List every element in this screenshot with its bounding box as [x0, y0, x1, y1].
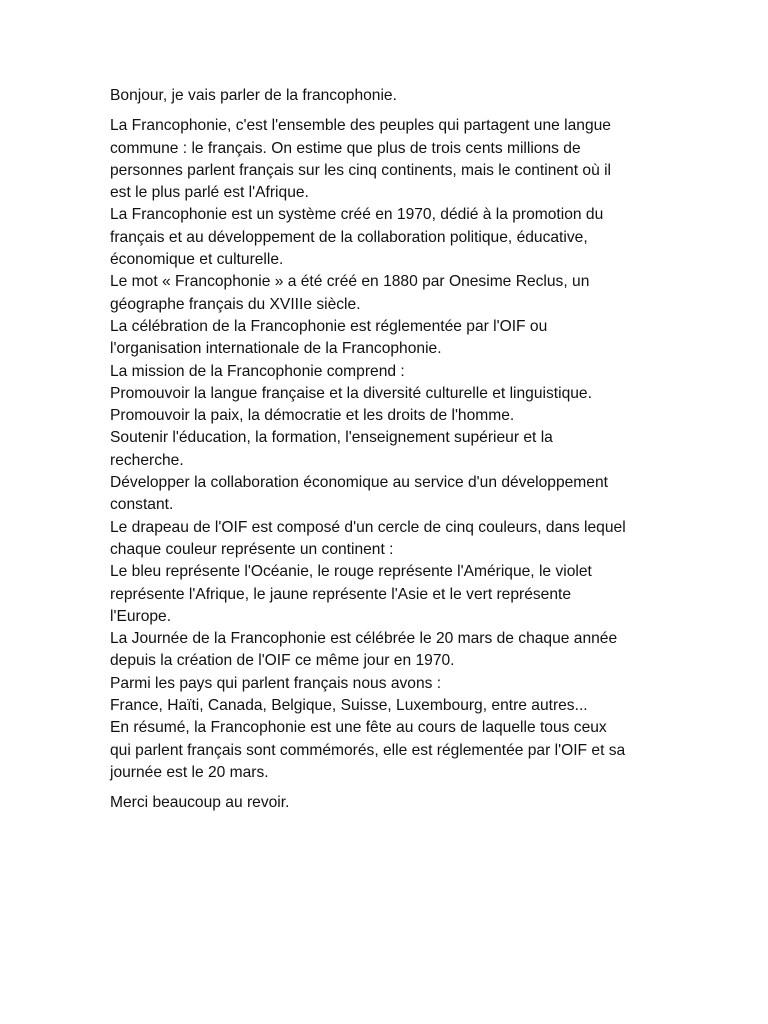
text-line: La Francophonie est un système créé en 1970, dédié à la promotion du [110, 206, 604, 224]
text-line: personnes parlent français sur les cinq continents, mais le continent où il [110, 161, 612, 179]
text-line: La Francophonie, c'est l'ensemble des peuples qui partagent une langue [110, 117, 611, 135]
text-line: Promouvoir la langue française et la diversité culturelle et linguistique. [110, 384, 592, 402]
body-paragraph [110, 115, 670, 784]
document-content [110, 85, 670, 815]
text-line: Merci beaucoup au revoir. [110, 794, 290, 812]
text-line: Développer la collaboration économique au service d'un développement [110, 474, 608, 492]
closing-paragraph [110, 792, 670, 814]
text-line: La mission de la Francophonie comprend : [110, 362, 405, 380]
text-line: Bonjour, je vais parler de la francophonie. [110, 87, 397, 104]
text-line: recherche. [110, 451, 184, 469]
text-line: l'organisation internationale de la Francophonie. [110, 340, 442, 358]
text-line: géographe français du XVIIIe siècle. [110, 295, 361, 313]
intro-paragraph [110, 85, 670, 107]
text-line: La célébration de la Francophonie est réglementée par l'OIF ou [110, 317, 548, 335]
text-line: commune : le français. On estime que plus de trois cents millions de [110, 139, 581, 157]
text-line: depuis la création de l'OIF ce même jour en 1970. [110, 652, 455, 670]
text-line: constant. [110, 496, 174, 514]
text-line: économique et culturelle. [110, 251, 284, 269]
text-line: l'Europe. [110, 607, 172, 625]
text-line: Le drapeau de l'OIF est composé d'un cercle de cinq couleurs, dans lequel [110, 518, 626, 536]
text-line: Soutenir l'éducation, la formation, l'enseignement supérieur et la [110, 429, 553, 447]
text-line: journée est le 20 mars. [110, 763, 269, 781]
text-line: chaque couleur représente un continent : [110, 540, 394, 558]
text-line: Le mot « Francophonie » a été créé en 1880 par Onesime Reclus, un [110, 273, 590, 291]
text-line: En résumé, la Francophonie est une fête au cours de laquelle tous ceux [110, 719, 607, 737]
text-line: est le plus parlé est l'Afrique. [110, 184, 309, 202]
text-line: français et au développement de la collaboration politique, éducative, [110, 228, 588, 246]
text-line: La Journée de la Francophonie est célébrée le 20 mars de chaque année [110, 630, 618, 648]
text-line: Promouvoir la paix, la démocratie et les droits de l'homme. [110, 407, 515, 425]
text-line: Le bleu représente l'Océanie, le rouge représente l'Amérique, le violet [110, 563, 592, 581]
text-line: représente l'Afrique, le jaune représente l'Asie et le vert représente [110, 585, 572, 603]
text-line: Parmi les pays qui parlent français nous avons : [110, 674, 442, 692]
text-line: qui parlent français sont commémorés, elle est réglementée par l'OIF et sa [110, 741, 626, 759]
text-line: France, Haïti, Canada, Belgique, Suisse, Luxembourg, entre autres... [110, 697, 588, 715]
